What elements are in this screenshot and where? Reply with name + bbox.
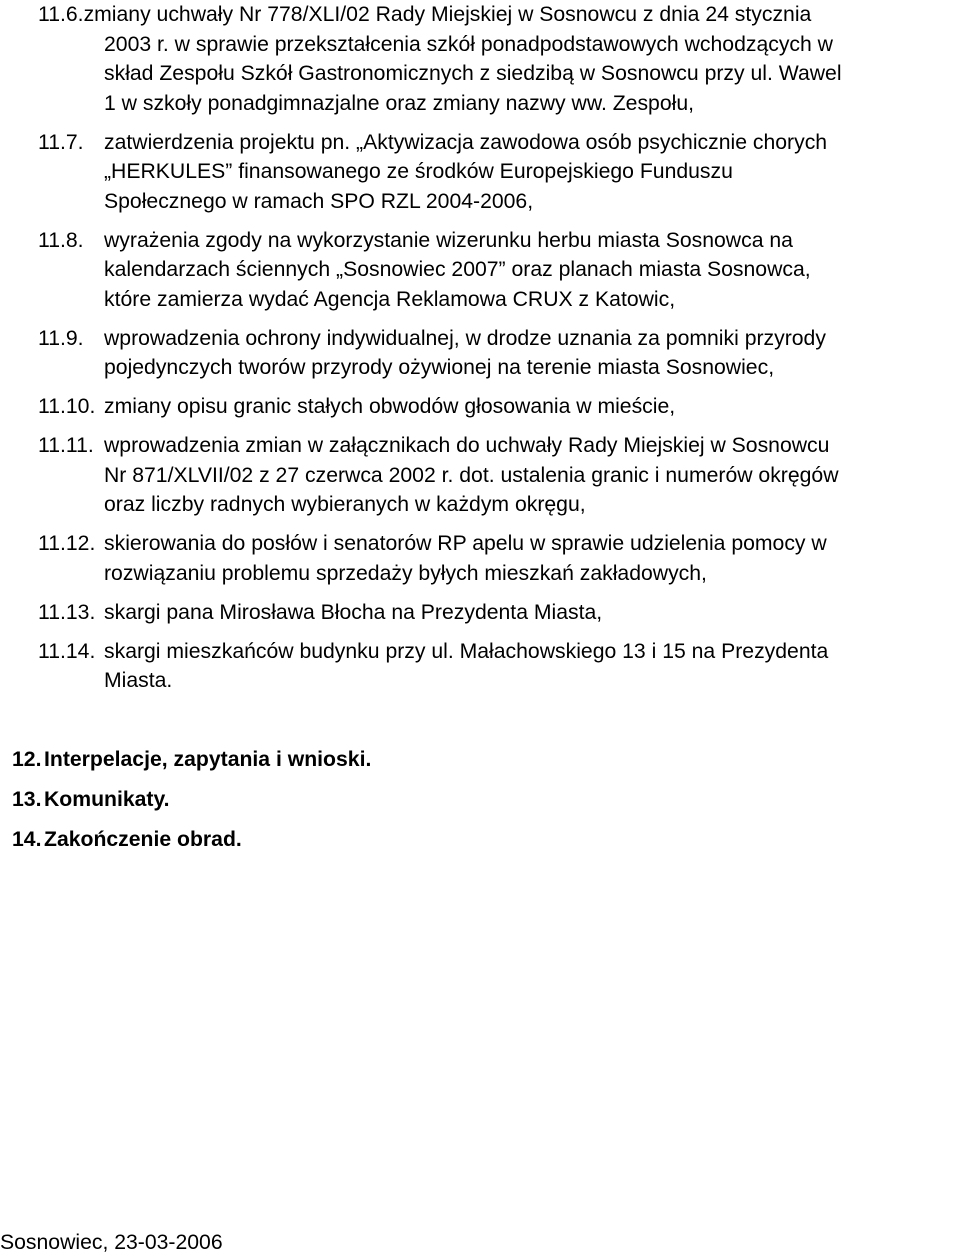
section-13: [12, 780, 371, 820]
item-line: zatwierdzenia projektu pn. „Aktywizacja zawodowa osób psychicznie chorych: [104, 130, 828, 154]
item-line: Miasta.: [104, 669, 173, 692]
section-number: 13.: [12, 788, 42, 811]
item-line: rozwiązaniu problemu sprzedaży byłych mieszkań zakładowych,: [104, 561, 707, 585]
item-line: skład Zespołu Szkół Gastronomicznych z siedzibą w Sosnowcu przy ul. Wawel: [104, 62, 842, 85]
item-number: 11.7.: [38, 130, 84, 154]
agenda-item-11-12: [38, 529, 954, 588]
agenda-item-11-10: [38, 392, 954, 422]
item-line: wprowadzenia zmian w załącznikach do uchwały Rady Miejskiej w Sosnowcu: [104, 434, 830, 457]
item-number: 11.13.: [38, 600, 96, 624]
item-line: które zamierza wydać Agencja Reklamowa CRUX z Katowic,: [104, 287, 676, 311]
section-number: 12.: [12, 748, 42, 771]
item-text: zmiany uchwały Nr 778/XLI/02 Rady Miejskiej w Sosnowcu z dnia 24 stycznia: [83, 3, 812, 26]
section-12: [12, 740, 371, 780]
agenda-item-11-14: [38, 637, 954, 696]
section-number: 14.: [12, 828, 42, 851]
item-line: 2003 r. w sprawie przekształcenia szkół ponadpodstawowych wchodzących w: [104, 32, 833, 56]
item-line: 1 w szkoły ponadgimnazjalne oraz zmiany nazwy ww. Zespołu,: [104, 91, 694, 115]
item-number: 11.6.: [38, 3, 84, 26]
agenda-item-11-6: [38, 0, 954, 118]
item-line: skargi pana Mirosława Błocha na Prezydenta Miasta,: [104, 600, 603, 624]
agenda-item-11-7: [38, 128, 954, 217]
section-14: [12, 820, 371, 860]
item-line: skargi mieszkańców budynku przy ul. Małachowskiego 13 i 15 na Prezydenta: [104, 639, 829, 663]
agenda-items-list: [38, 0, 954, 705]
item-line: wyrażenia zgody na wykorzystanie wizerunku herbu miasta Sosnowca na: [104, 228, 793, 252]
item-number: 11.12.: [38, 532, 96, 555]
item-line: pojedynczych tworów przyrody ożywionej na terenie miasta Sosnowiec,: [104, 356, 775, 379]
item-line: oraz liczby radnych wybieranych w każdym okręgu,: [104, 493, 586, 516]
agenda-sections: [12, 740, 371, 860]
item-line: [38, 0, 954, 30]
agenda-item-11-13: [38, 598, 954, 628]
agenda-item-11-8: [38, 226, 954, 315]
item-line: skierowania do posłów i senatorów RP apelu w sprawie udzielenia pomocy w: [104, 532, 827, 555]
section-label: Zakończenie obrad.: [44, 828, 242, 851]
item-number: 11.14.: [38, 639, 96, 663]
item-line: „HERKULES” finansowanego ze środków Europejskiego Funduszu: [104, 160, 733, 183]
item-number: 11.8.: [38, 228, 84, 252]
item-line: wprowadzenia ochrony indywidualnej, w drodze uznania za pomniki przyrody: [104, 326, 826, 350]
section-label: Interpelacje, zapytania i wnioski.: [44, 748, 372, 771]
item-number: 11.10.: [38, 395, 96, 418]
agenda-item-11-9: [38, 324, 954, 383]
item-number: 11.9.: [38, 326, 84, 350]
item-line: Społecznego w ramach SPO RZL 2004-2006,: [104, 189, 534, 213]
item-line: kalendarzach ściennych „Sosnowiec 2007” oraz planach miasta Sosnowca,: [104, 258, 811, 281]
footer-place-date: Sosnowiec, 23-03-2006: [0, 1231, 223, 1254]
item-line: Nr 871/XLVII/02 z 27 czerwca 2002 r. dot. ustalenia granic i numerów okręgów: [104, 463, 839, 487]
agenda-item-11-11: [38, 431, 954, 520]
section-label: Komunikaty.: [44, 788, 170, 811]
item-number: 11.11.: [38, 434, 94, 457]
item-line: zmiany opisu granic stałych obwodów głosowania w mieście,: [104, 395, 676, 418]
